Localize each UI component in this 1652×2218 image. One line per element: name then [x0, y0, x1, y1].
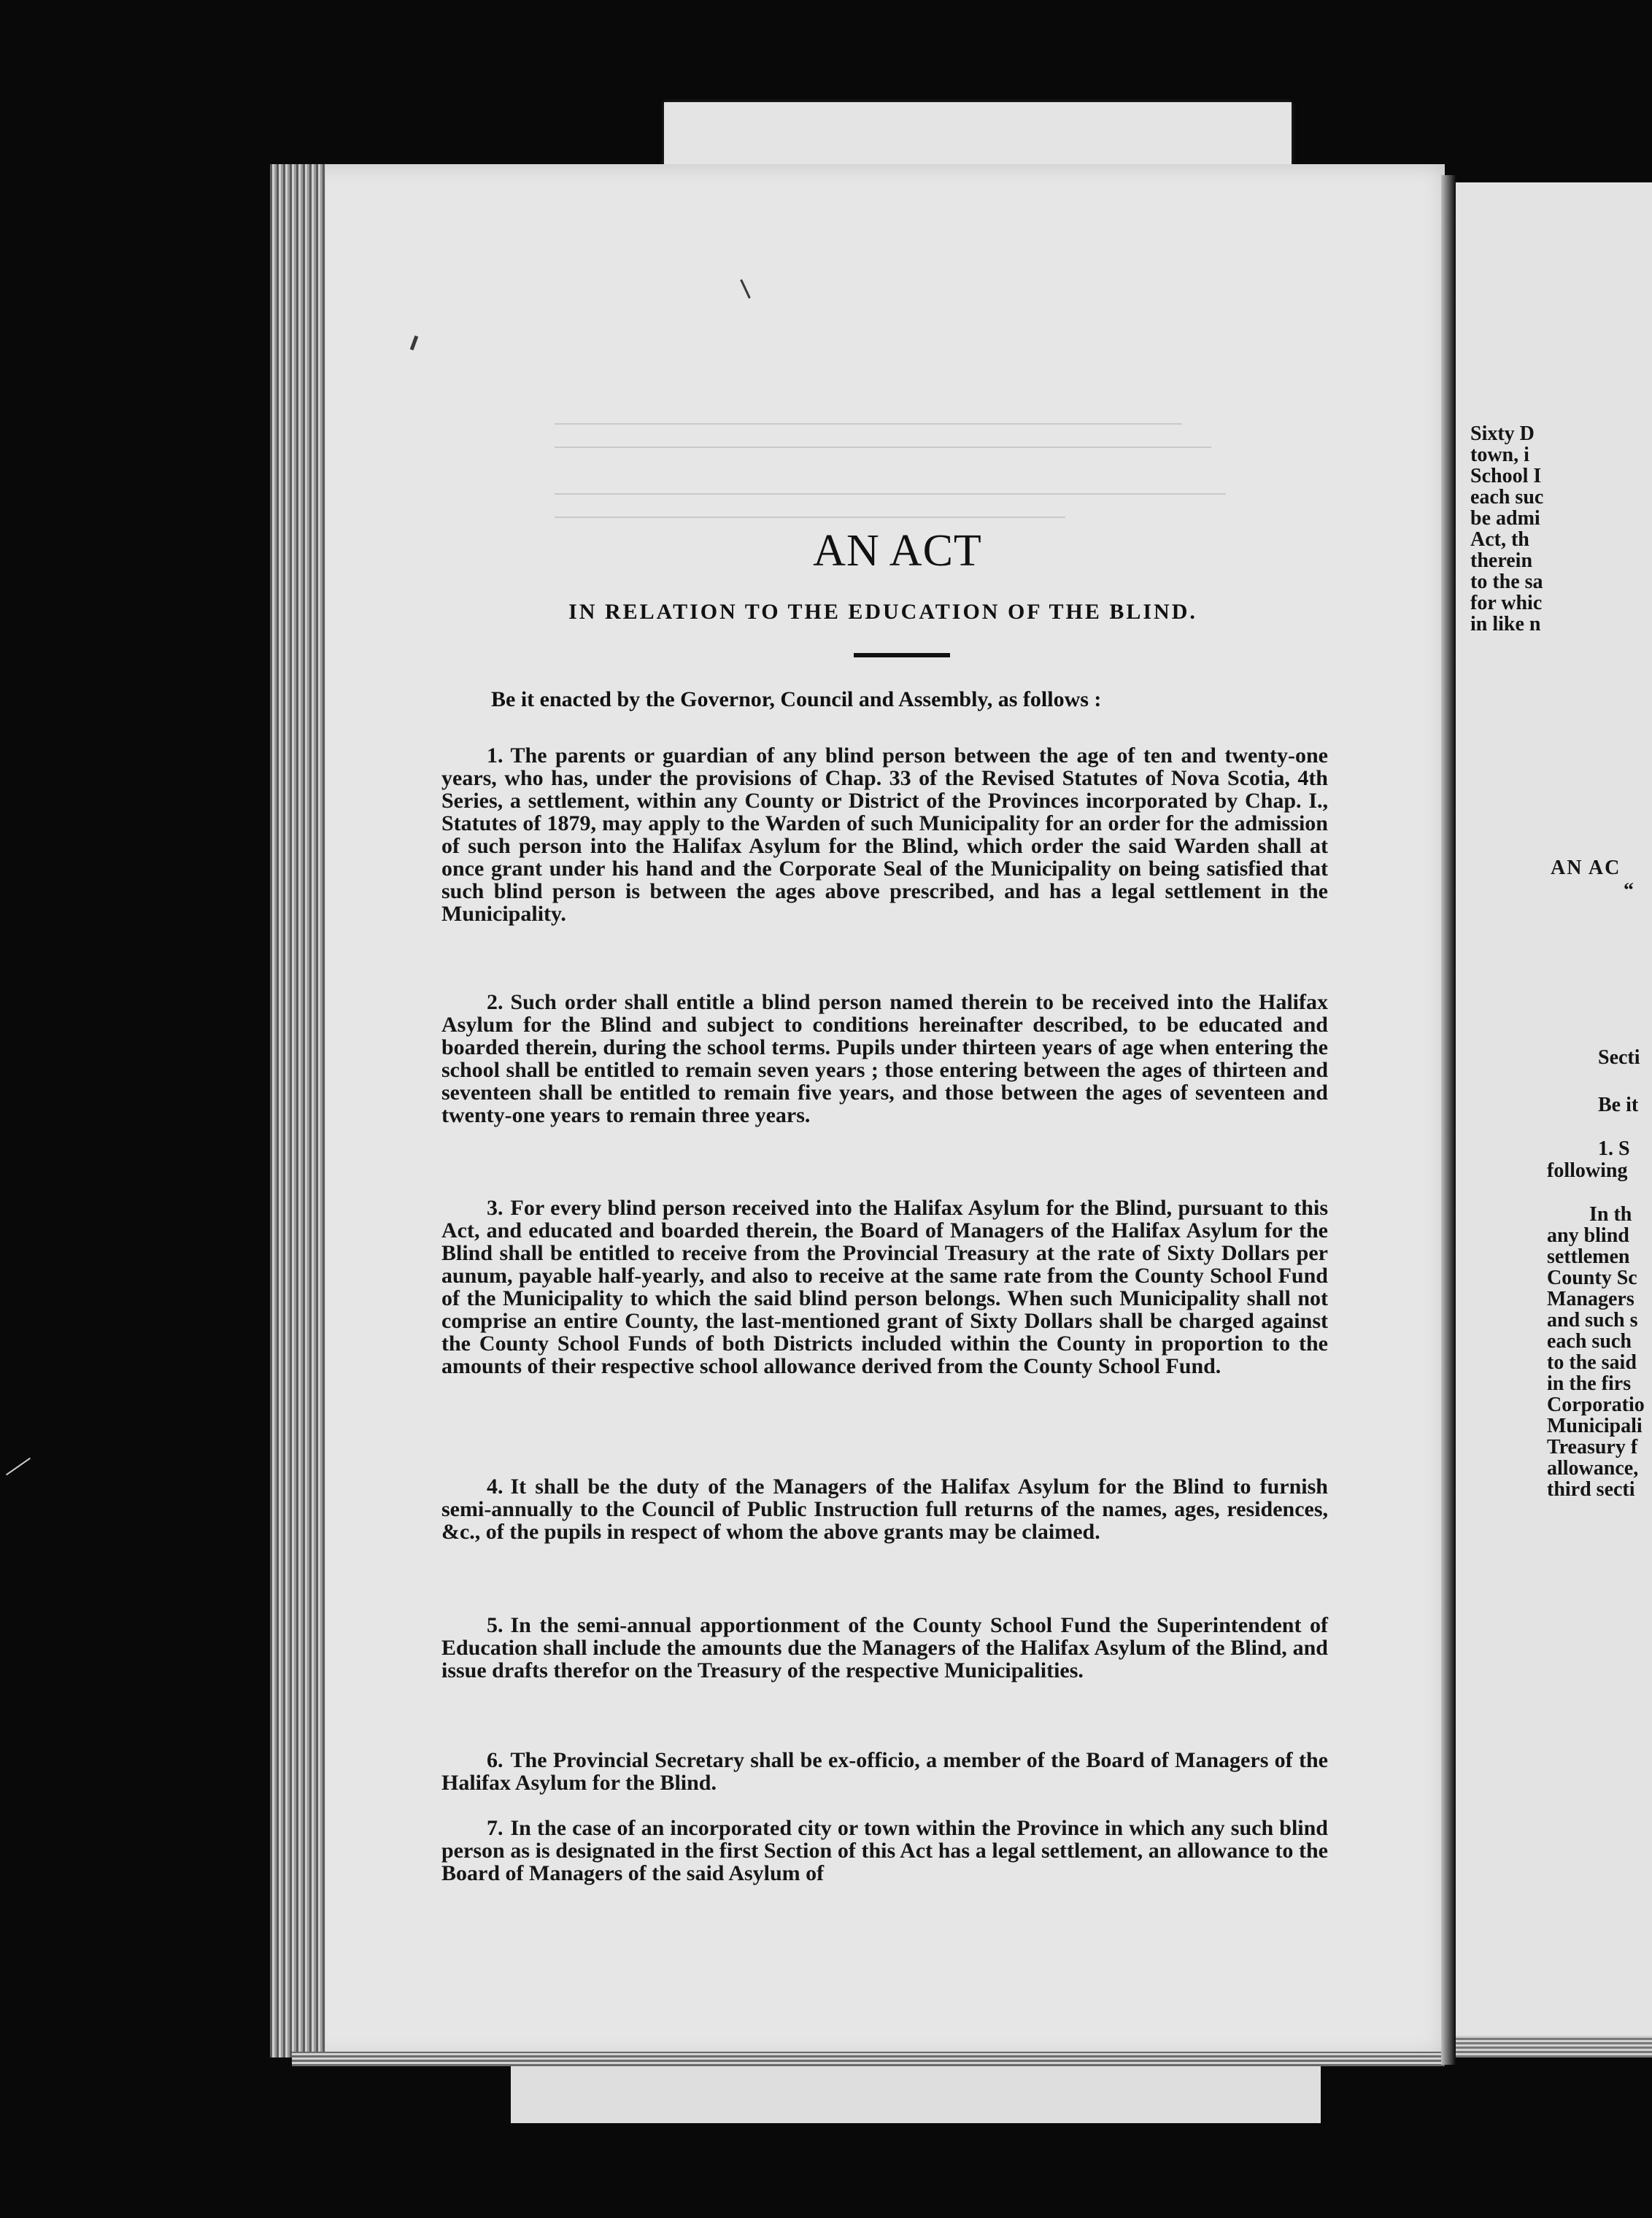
section-number: 7. [487, 1816, 503, 1840]
section-3 [441, 1197, 1328, 1377]
title-rule [854, 653, 950, 657]
facing-line: therein [1470, 549, 1533, 572]
facing-page [1456, 182, 1652, 2057]
section-number: 3. [487, 1196, 503, 1220]
facing-page-top-block [1470, 423, 1652, 635]
facing-line: to the said [1547, 1351, 1637, 1374]
facing-line: for whic [1470, 592, 1543, 614]
section-text: Such order shall entitle a blind person named therein to be received into the Halifax Asylum for the Blind and subject to conditions hereinafter described, to be educated and boarded therein, during the school terms. Pupils under thirteen years of age when entering the school shall be entitled to remain seven years ; those entering between the ages of thirteen and seventeen shall be entitled to remain five years, and those between the ages of seventeen and twenty-one years to remain three years. [441, 990, 1328, 1127]
section-text: In the semi-annual apportionment of the County School Fund the Superintendent of Education shall include the amounts due the Managers of the Halifax Asylum of the Blind, and issue drafts therefor on the Treasury of the respective Municipalities. [441, 1613, 1328, 1682]
bleed-through-line [555, 493, 1226, 495]
section-2 [441, 991, 1328, 1127]
section-7 [441, 1817, 1328, 1885]
facing-line: Treasury f [1547, 1436, 1638, 1458]
section-text: For every blind person received into the Halifax Asylum for the Blind, pursuant to this Act, and educated and boarded therein, the Board of Managers of the Halifax Asylum for the Blind shall be entitled to receive from the Provincial Treasury at the rate of Sixty Dollars per aunum, payable half-yearly, and also to receive at the same rate from the County School Fund of the Municipality to which the said blind person belongs. When such Municipality shall not comprise an entire County, the last-mentioned grant of Sixty Dollars shall be charged against the County School Funds of both Districts included within the County in proportion to the amounts of their respective school allowance derived from the County School Fund. [441, 1196, 1328, 1378]
facing-line: Managers [1547, 1288, 1634, 1310]
act-subtitle: IN RELATION TO THE EDUCATION OF THE BLIND. [568, 600, 1197, 624]
facing-line: settlemen [1547, 1245, 1630, 1268]
section-text: In the case of an incorporated city or town within the Province in which any such blind person as is designated in the first Section of this Act has a legal settlement, an allowance to the Board of Managers of the said Asylum of [441, 1816, 1328, 1885]
section-5 [441, 1614, 1328, 1682]
section-number: 2. [487, 990, 503, 1014]
section-text: It shall be the duty of the Managers of the Halifax Asylum for the Blind to furnish semi-annually to the Council of Public Instruction full returns of the names, ages, residences, &c., of the pupils in respect of whom the above grants may be claimed. [441, 1475, 1328, 1544]
enacting-clause: Be it enacted by the Governor, Council and Assembly, as follows : [491, 687, 1102, 711]
bleed-through-line [555, 517, 1065, 518]
facing-heading: AN AC [1551, 857, 1621, 879]
facing-line: County Sc [1547, 1267, 1637, 1289]
facing-quote-mark: “ [1624, 879, 1634, 902]
facing-page-bottom-edges [1456, 2036, 1652, 2057]
facing-line: and such s [1547, 1309, 1638, 1332]
facing-line: Municipali [1547, 1415, 1643, 1437]
act-title: AN ACT [813, 526, 982, 576]
section-text: The parents or guardian of any blind person between the age of ten and twenty-one years, who has, under the provisions of Chap. 33 of the Revised Statutes of Nova Scotia, 4th Series, a settlement, within any County or District of the Provinces incorporated by Chap. I., Statutes of 1879, may apply to the Warden of such Municipality for an order for the admission of such person into the Halifax Asylum for the Blind, which order the said Warden shall at once grant under his hand and the Corporate Seal of the Municipality on being satisfied that such blind person is between the ages above prescribed, and has a legal settlement in the Municipality. [441, 743, 1328, 926]
facing-line: Corporatio [1547, 1394, 1645, 1416]
section-text: The Provincial Secretary shall be ex-officio, a member of the Board of Managers of the Halifax Asylum for the Blind. [441, 1748, 1328, 1795]
facing-line: Act, th [1470, 528, 1529, 551]
facing-line: be admi [1470, 507, 1540, 530]
bleed-through-line [555, 423, 1182, 425]
facing-line: any blind [1547, 1224, 1629, 1247]
section-number: 4. [487, 1475, 503, 1499]
facing-line: in like n [1470, 613, 1541, 635]
left-page-bottom-edges [292, 2052, 1445, 2066]
facing-line: in the firs [1547, 1372, 1632, 1395]
facing-line: town, i [1470, 444, 1529, 466]
book-gutter [1441, 175, 1456, 2065]
section-number: 5. [487, 1613, 503, 1637]
left-page-edges [270, 164, 325, 2057]
facing-line: Sixty D [1470, 422, 1535, 445]
section-number: 6. [487, 1748, 503, 1772]
facing-line: allowance, [1547, 1457, 1639, 1480]
facing-line: In th [1589, 1203, 1632, 1226]
section-6 [441, 1749, 1328, 1794]
section-4 [441, 1475, 1328, 1543]
facing-line: each such [1547, 1330, 1632, 1353]
facing-line: to the sa [1470, 571, 1543, 593]
bleed-through-line [555, 447, 1211, 448]
facing-enacting: Be it [1598, 1094, 1639, 1116]
facing-line: third secti [1547, 1478, 1635, 1501]
facing-section-ref: Secti [1598, 1046, 1640, 1069]
facing-line: School I [1470, 465, 1542, 487]
paper-strip-bottom [511, 2065, 1321, 2123]
facing-line: each suc [1470, 486, 1544, 509]
facing-following: following [1547, 1159, 1628, 1182]
section-1 [441, 744, 1328, 925]
facing-section-1: 1. S [1598, 1137, 1630, 1160]
section-number: 1. [487, 743, 503, 768]
facing-bottom-block [1547, 1204, 1652, 1500]
